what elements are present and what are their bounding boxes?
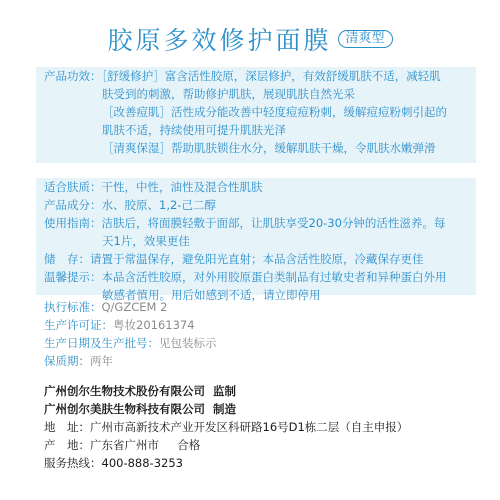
- regulatory-value: 两年: [90, 354, 113, 368]
- efficacy-item-1: [44, 67, 468, 85]
- spec-usage: [44, 214, 468, 232]
- regulatory-section: [36, 298, 476, 370]
- origin-value: 广东省广州市: [90, 438, 159, 452]
- origin-note: 合格: [177, 438, 201, 452]
- efficacy-tag: ［舒缓修护］: [101, 69, 165, 83]
- spec-ingredients: [44, 196, 468, 214]
- spec-label: 温馨提示：: [44, 270, 102, 284]
- efficacy-label: 产品功效：: [44, 69, 102, 83]
- efficacy-text: 帮助肌肤锁住水分，缓解肌肤干燥，令肌肤水嫩弹滑: [171, 141, 436, 155]
- address-label: 地 址：: [44, 420, 90, 434]
- efficacy-tag: ［改善痘肌］: [102, 105, 171, 119]
- hotline-value: 400-888-3253: [101, 456, 183, 470]
- spec-value: 请置于常温保存，避免阳光直射；本品含活性胶原，冷藏保存更佳: [90, 252, 424, 266]
- spec-value: 干性，中性，油性及混合性肌肤: [101, 180, 263, 194]
- variant-badge: 清爽型: [338, 30, 393, 48]
- supervisor-role: 监制: [213, 384, 237, 398]
- address-value: 广州市高新技术产业开发区科研路16号D1栋二层（自主申报）: [90, 420, 409, 434]
- hotline-label: 服务热线：: [44, 456, 102, 470]
- company-section: [44, 382, 484, 472]
- efficacy-text: 富含活性胶原，深层修护，有效舒缓肌肤不适，减轻肌: [164, 69, 441, 83]
- origin-line: [44, 436, 484, 454]
- product-title: 胶原多效修护面膜: [107, 26, 332, 55]
- efficacy-section: [36, 67, 476, 163]
- regulatory-label: 执行标准：: [44, 300, 102, 314]
- regulatory-value: 见包装标示: [159, 336, 217, 350]
- regulatory-license: [44, 316, 468, 334]
- regulatory-standard: [44, 298, 468, 316]
- spec-notice: [44, 268, 468, 286]
- regulatory-label: 生产日期及生产批号：: [44, 336, 159, 350]
- header: [0, 22, 500, 56]
- spec-value: 洁肤后，将面膜轻敷于面部，让肌肤享受20-30分钟的活性滋养。每: [101, 216, 446, 230]
- efficacy-text: 活性成分能改善中轻度痘痘粉刺，缓解痘痘粉刺引起的: [171, 105, 447, 119]
- efficacy-item-3: [44, 139, 468, 157]
- address-line: [44, 418, 484, 436]
- spec-skin-type: [44, 178, 468, 196]
- efficacy-item-2-cont: 肌肤不适，持续使用可提升肌肤光泽: [102, 123, 286, 137]
- efficacy-item-2: [44, 103, 468, 121]
- spec-value: 水、胶原、1,2-己二醇: [101, 198, 216, 212]
- spec-storage: [44, 250, 468, 268]
- specs-section: [36, 178, 476, 304]
- spec-label: 储 存：: [44, 252, 90, 266]
- maker-role: 制造: [213, 402, 237, 416]
- regulatory-label: 保质期：: [44, 354, 90, 368]
- spec-label: 适合肤质：: [44, 180, 102, 194]
- regulatory-label: 生产许可证：: [44, 318, 113, 332]
- spec-notice-cont: 敏感者慎用。用后如感到不适，请立即停用: [102, 288, 321, 302]
- regulatory-value: 粤妆20161374: [113, 318, 195, 332]
- spec-label: 产品成分：: [44, 198, 102, 212]
- efficacy-item-1-cont: 肤受到的刺激，帮助修护肌肤，展现肌肤自然光采: [102, 87, 355, 101]
- spec-usage-cont: 天1片，效果更佳: [102, 234, 190, 248]
- spec-value: 本品含活性胶原，对外用胶原蛋白类制品有过敏史者和异种蛋白外用: [101, 270, 447, 284]
- regulatory-value: Q/GZCEM 2: [101, 300, 168, 314]
- efficacy-tag: ［清爽保湿］: [102, 141, 171, 155]
- regulatory-batch: [44, 334, 468, 352]
- maker-line: [44, 400, 484, 418]
- supervisor-line: [44, 382, 484, 400]
- supervisor-name: 广州创尔生物技术股份有限公司: [44, 384, 205, 398]
- origin-label: 产 地：: [44, 438, 90, 452]
- hotline-line: [44, 454, 484, 472]
- maker-name: 广州创尔美肤生物科技有限公司: [44, 402, 205, 416]
- spec-label: 使用指南：: [44, 216, 102, 230]
- regulatory-shelf-life: [44, 352, 468, 370]
